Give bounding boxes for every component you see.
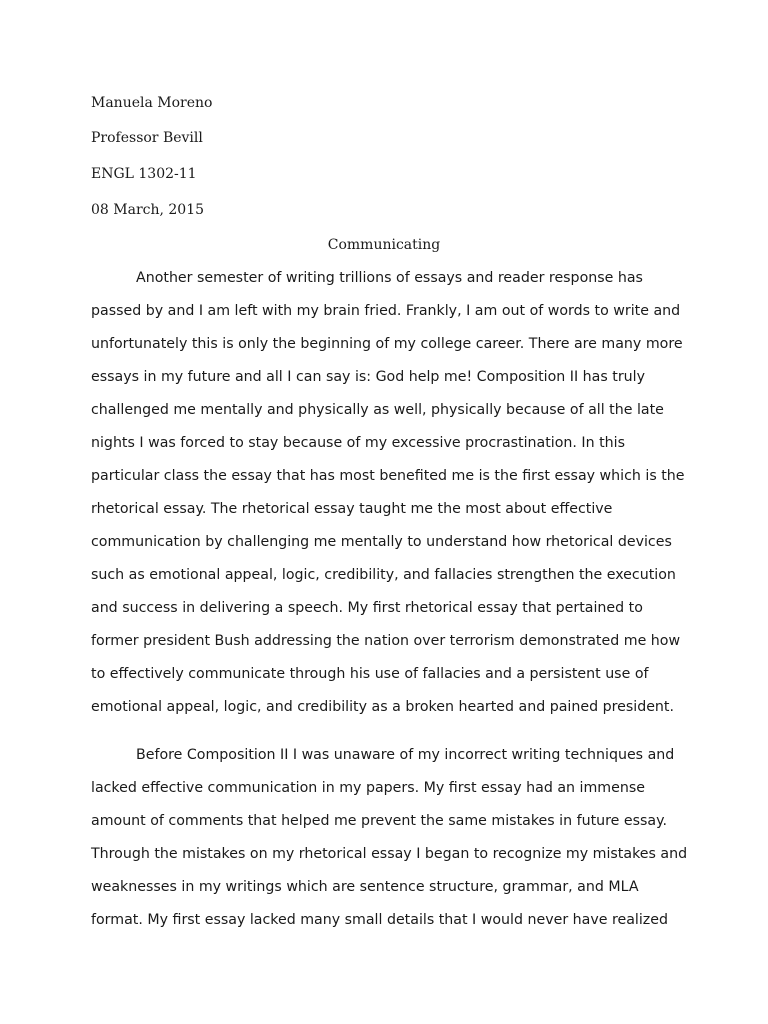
paragraph-line: weaknesses in my writings which are sentence structure, grammar, and MLA [91, 879, 639, 895]
professor-name: Professor Bevill [91, 130, 203, 146]
paragraph-line: unfortunately this is only the beginning of my college career. There are many more [91, 336, 683, 352]
paragraph-line: rhetorical essay. The rhetorical essay taught me the most about effective [91, 501, 613, 517]
paragraph-line: Another semester of writing trillions of essays and reader response has [136, 270, 643, 286]
course-code: ENGL 1302-11 [91, 166, 197, 182]
paragraph-line: format. My first essay lacked many small details that I would never have realized [91, 912, 668, 928]
paragraph-line: former president Bush addressing the nation over terrorism demonstrated me how [91, 633, 681, 649]
paragraph-line: essays in my future and all I can say is: God help me! Composition II has truly [91, 369, 645, 385]
body-paragraph-1 [91, 269, 691, 731]
paragraph-line: challenged me mentally and physically as well, physically because of all the late [91, 402, 664, 418]
paragraph-line: lacked effective communication in my papers. My first essay had an immense [91, 780, 645, 796]
paragraph-line: amount of comments that helped me prevent the same mistakes in future essay. [91, 813, 667, 829]
paragraph-line: such as emotional appeal, logic, credibility, and fallacies strengthen the execution [91, 567, 676, 583]
paragraph-line: emotional appeal, logic, and credibility as a broken hearted and pained president. [91, 699, 674, 715]
body-paragraph-2 [91, 746, 691, 944]
paragraph-line: nights I was forced to stay because of my excessive procrastination. In this [91, 435, 625, 451]
essay-title: Communicating [327, 237, 441, 253]
paragraph-line: to effectively communicate through his use of fallacies and a persistent use of [91, 666, 649, 682]
paragraph-line: particular class the essay that has most benefited me is the first essay which is the [91, 468, 685, 484]
essay-date: 08 March, 2015 [91, 202, 205, 218]
paragraph-line: passed by and I am left with my brain fried. Frankly, I am out of words to write and [91, 303, 681, 319]
paragraph-line: Before Composition II I was unaware of my incorrect writing techniques and [136, 747, 675, 763]
paragraph-line: and success in delivering a speech. My first rhetorical essay that pertained to [91, 600, 643, 616]
author-name: Manuela Moreno [91, 95, 213, 111]
paragraph-line: Through the mistakes on my rhetorical essay I began to recognize my mistakes and [91, 846, 688, 862]
paragraph-line: communication by challenging me mentally to understand how rhetorical devices [91, 534, 672, 550]
